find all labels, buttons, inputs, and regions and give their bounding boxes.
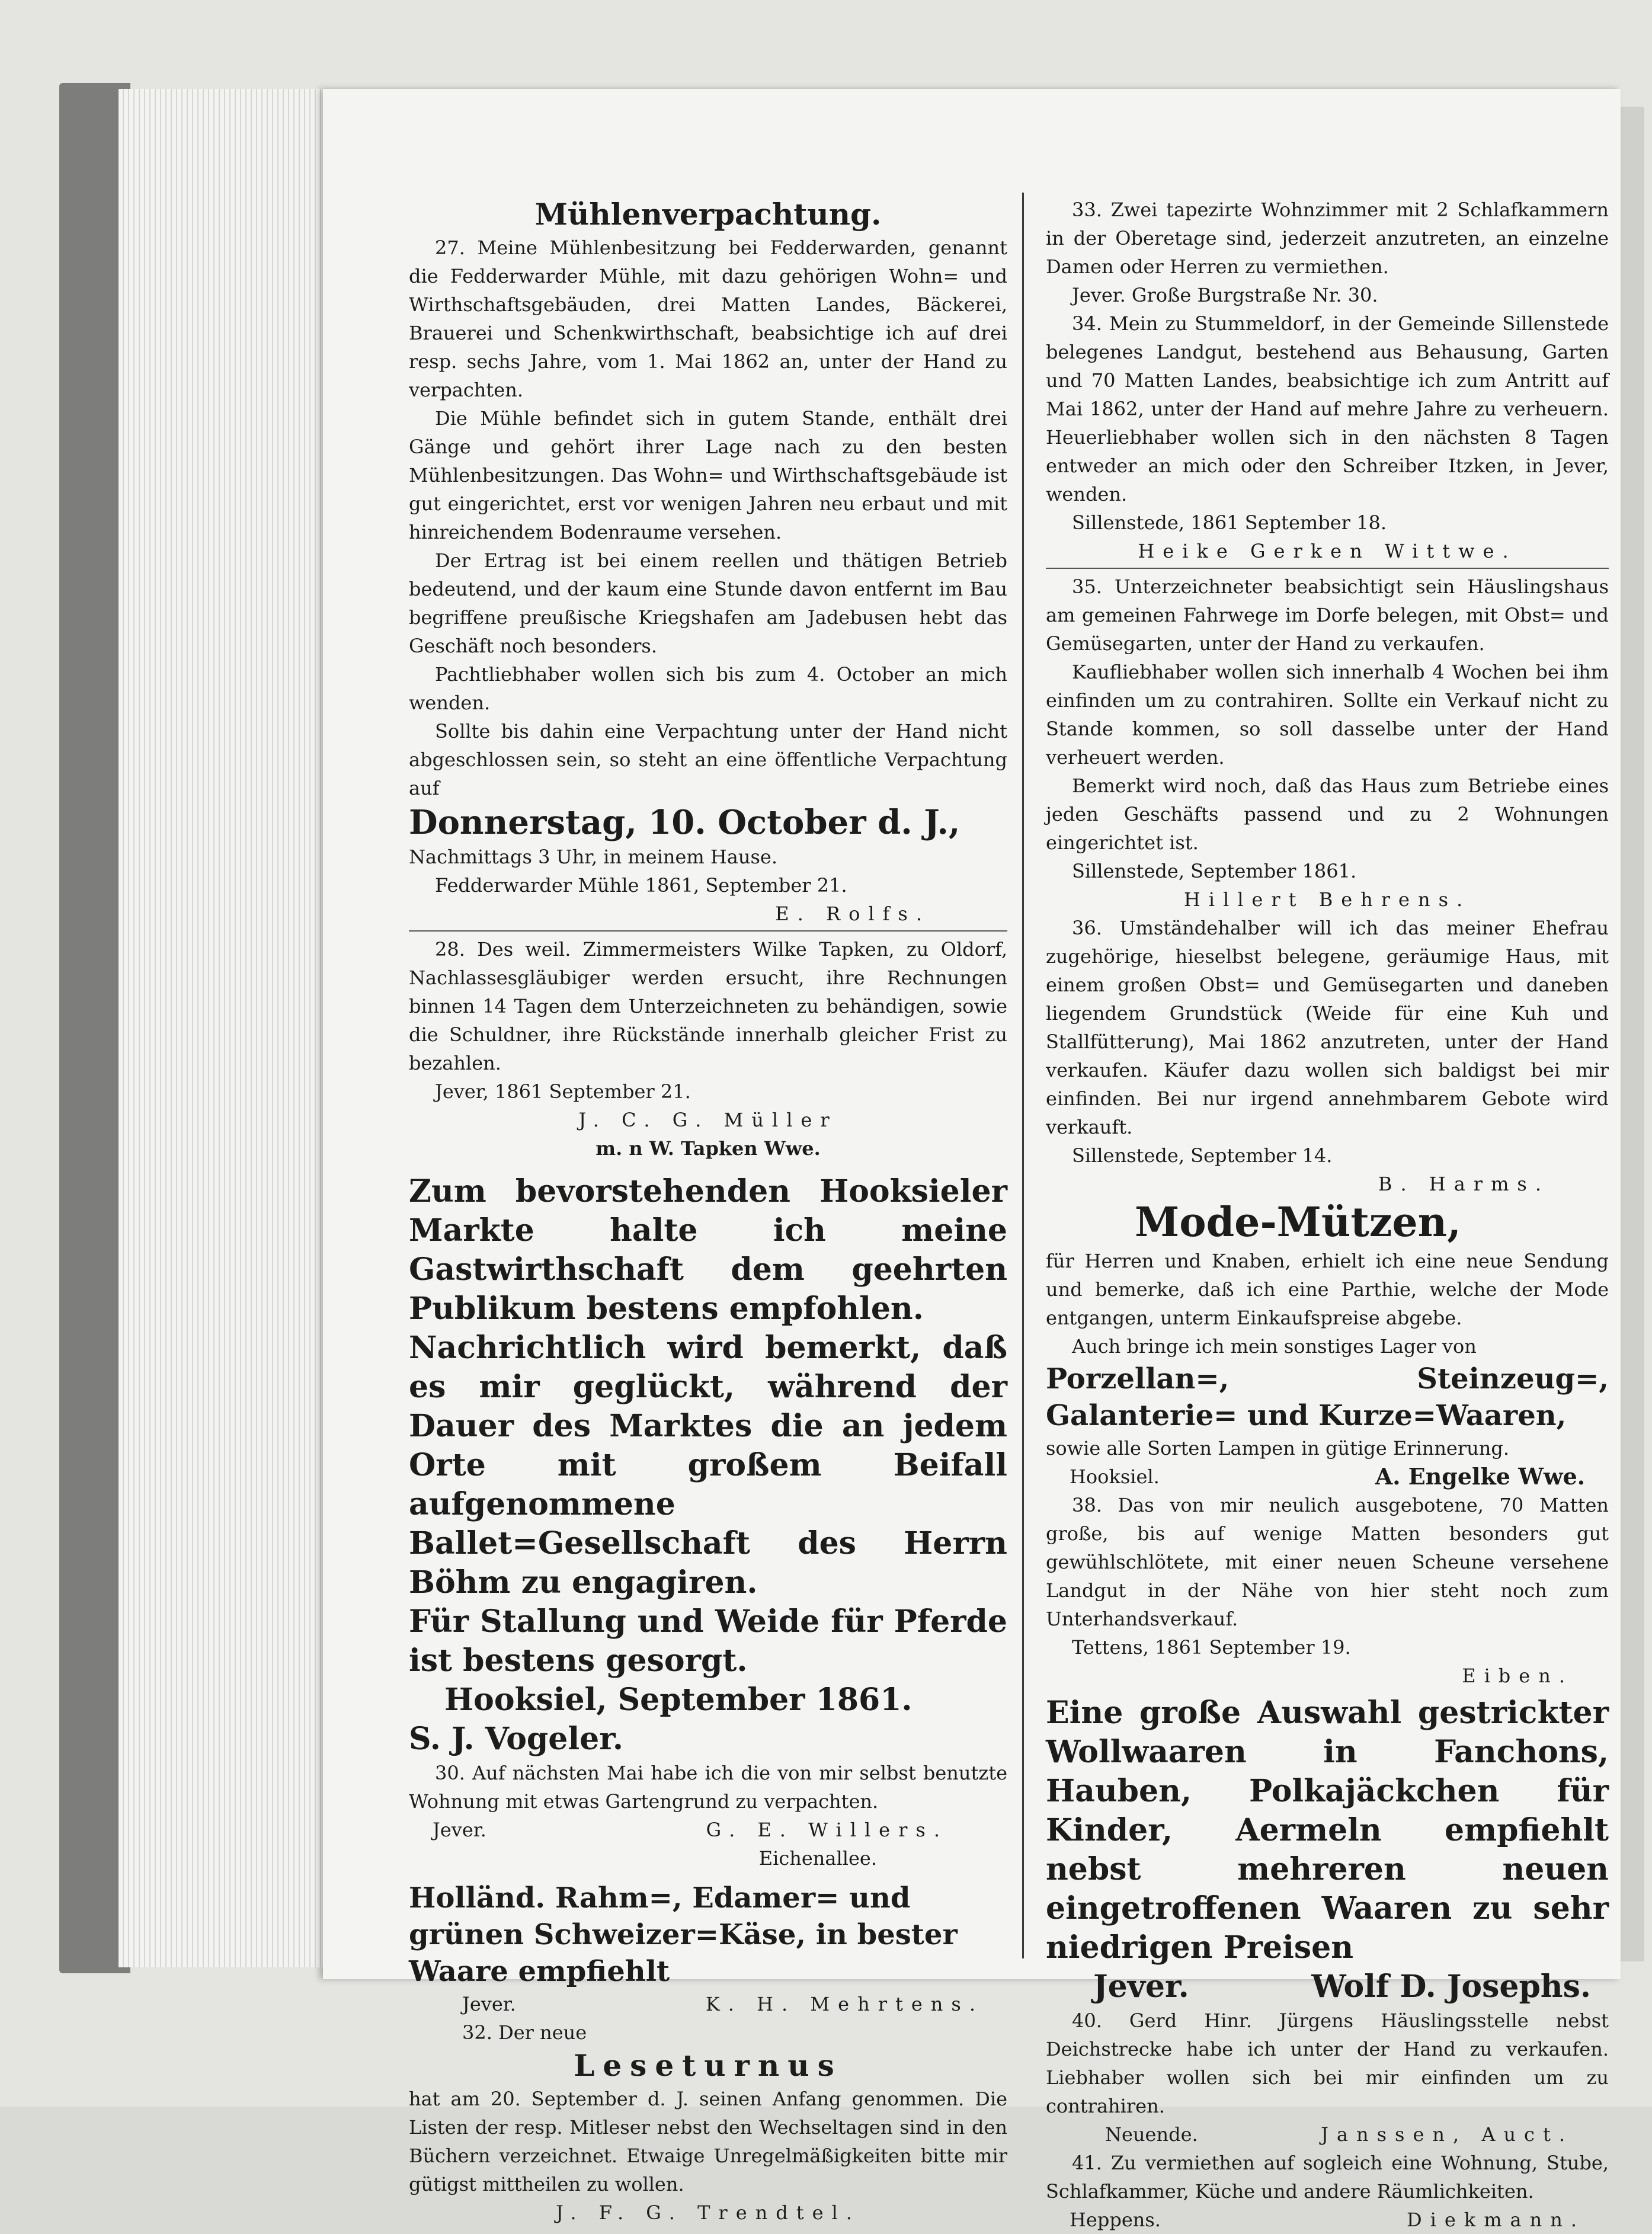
- ad-38-signature: Eiben.: [1462, 1665, 1573, 1687]
- ad-27-text: Die Mühle befindet sich in gutem Stande, enthält drei Gänge und gehört ihrer Lage nach zu den besten Mühlenbesitzungen. Das Wohn= und Wirthschaftsgebäude ist gut eingerichtet, erst vor wenigen Jahren neu erbaut und mit hinreichendem Bodenraume versehen.: [409, 407, 1007, 543]
- ad-35-text: 35. Unterzeichneter beabsichtigt sein Häuslingshaus am gemeinen Fahrwege im Dorfe belegen, mit Obst= und Gemüsegarten, unter der Hand zu verkaufen.: [1046, 575, 1609, 655]
- ad-38-place: Tettens, 1861 September 19.: [1072, 1636, 1351, 1659]
- ad-37-text: sowie alle Sorten Lampen in gütige Erinnerung.: [1046, 1437, 1510, 1460]
- ad-39-text: Eine große Auswahl gestrickter Wollwaaren in Fanchons, Hauben, Polkajäckchen für Kinder, Aermeln empfiehlt nebst mehreren neuen eingetroffenen Waaren zu sehr niedrigen Preisen: [1046, 1695, 1609, 1966]
- separator-rule: [409, 930, 1007, 932]
- ad-33-place: Jever. Große Burgstraße Nr. 30.: [1072, 284, 1378, 306]
- ad-29-text: Nachrichtlich wird bemerkt, daß es mir geglückt, während der Dauer des Marktes die an jedem Orte mit großem Beifall aufgenommene Ballet=Gesellschaft des Herrn Böhm zu engagiren.: [409, 1330, 1007, 1601]
- ad-31-signature: K. H. Mehrtens.: [705, 1993, 984, 2015]
- ad-32-text: hat am 20. September d. J. seinen Anfang genommen. Die Listen der resp. Mitleser nebst den Wechseltagen sind in den Büchern verzeichnet. Etwaige Unregelmäßigkeiten bitte mir gütigst mittheilen zu wollen.: [409, 2088, 1007, 2195]
- ad-37-goods: Porzellan=, Steinzeug=, Galanterie= und Kurze=Waaren,: [1046, 1362, 1609, 1432]
- right-column: [1046, 196, 1609, 2234]
- ad-32-signature: J. F. G. Trendtel.: [556, 2201, 860, 2224]
- ad-38-text: 38. Das von mir neulich ausgebotene, 70 Matten große, bis auf wenige Matten besonders gut gewühlschlötete, mit einer neuen Scheune versehene Landgut in der Nähe von hier steht noch zum Unterhandsverkauf.: [1046, 1494, 1609, 1630]
- ad-27-time: Nachmittags 3 Uhr, in meinem Hause.: [409, 846, 778, 868]
- ad-39-place: Jever.: [1093, 1969, 1189, 2005]
- ad-28-text: 28. Des weil. Zimmermeisters Wilke Tapken, zu Oldorf, Nachlassesgläubiger werden ersucht, ihre Rechnungen binnen 14 Tagen dem Unterzeichneten zu behändigen, sowie die Schuldner, ihre Rückstände innerhalb gleicher Frist zu bezahlen.: [409, 938, 1007, 1074]
- ad-28-place: Jever, 1861 September 21.: [435, 1080, 691, 1103]
- ad-27-heading: Mühlenverpachtung.: [534, 197, 882, 232]
- ad-40-place: Neuende.: [1105, 2123, 1198, 2146]
- ad-35-place: Sillenstede, September 1861.: [1072, 860, 1357, 882]
- ad-32-number: 32. Der neue: [462, 2021, 587, 2044]
- column-divider: [1022, 193, 1024, 1958]
- ad-40-signature: Janssen, Auct.: [1321, 2123, 1573, 2146]
- ad-30-signature: G. E. Willers.: [706, 1819, 948, 1841]
- ad-41-signature: Diekmann.: [1406, 2209, 1585, 2231]
- ad-27-signature: E. Rolfs.: [775, 902, 930, 925]
- ad-37-heading: Mode-Mützen,: [1135, 1199, 1461, 1246]
- ad-29-text: Zum bevorstehenden Hooksieler Markte halte ich meine Gastwirthschaft dem geehrten Publikum bestens empfohlen.: [409, 1173, 1007, 1327]
- ad-27-date: Donnerstag, 10. October d. J.,: [409, 803, 961, 842]
- ad-34-place: Sillenstede, 1861 September 18.: [1072, 511, 1387, 534]
- separator-rule: [1046, 568, 1609, 569]
- ad-36-text: 36. Umständehalber will ich das meiner Ehefrau zugehörige, hieselbst belegene, geräumige Haus, mit einem großen Obst= und Gemüsegarten und daneben liegendem Grundstück (Weide für eine Kuh und Stallfütterung), Mai 1862 anzutreten, unter der Hand verkaufen. Käufer dazu wollen sich baldigst bei mir einfinden. Bei nur irgend annehmbarem Gebote wird verkauft.: [1046, 917, 1609, 1138]
- ad-39-signature: Wolf D. Josephs.: [1311, 1969, 1591, 2005]
- ad-27-text: Der Ertrag ist bei einem reellen und thätigen Betrieb bedeutend, und der kaum eine Stunde davon entfernt im Bau begriffene preußische Kriegshafen am Jadebusen hebt das Geschäft noch besonders.: [409, 549, 1007, 657]
- ad-37-signature: A. Engelke Wwe.: [1375, 1463, 1585, 1490]
- ad-34-text: 34. Mein zu Stummeldorf, in der Gemeinde Sillenstede belegenes Landgut, bestehend aus Behausung, Garten und 70 Matten Landes, beabsichtige ich zum Antritt auf Mai 1862, unter der Hand auf mehre Jahre zu verheuern. Heuerliebhaber wollen sich in den nächsten 8 Tagen entweder an mich oder den Schreiber Itzken, in Jever, wenden.: [1046, 312, 1609, 505]
- ad-29-signature: S. J. Vogeler.: [409, 1721, 623, 1757]
- ad-37-text: Auch bringe ich mein sonstiges Lager von: [1072, 1335, 1477, 1358]
- ad-30-place: Jever.: [433, 1819, 486, 1841]
- page-curl: [1621, 107, 1644, 1961]
- ad-40-text: 40. Gerd Hinr. Jürgens Häuslingsstelle nebst Deichstrecke habe ich unter der Hand zu verkaufen. Liebhaber wollen sich bei mir einfinden um zu contrahiren.: [1046, 2009, 1609, 2117]
- ad-41-place: Heppens.: [1070, 2209, 1161, 2231]
- ad-35-text: Bemerkt wird noch, daß das Haus zum Betriebe eines jeden Geschäfts passend und zu 2 Wohnungen eingerichtet ist.: [1046, 774, 1609, 854]
- ad-28-signature: J. C. G. Müller: [578, 1109, 838, 1131]
- ad-37-text: für Herren und Knaben, erhielt ich eine neue Sendung und bemerke, daß ich eine Parthie, welche der Mode entgangen, unterm Einkaufspreise abgebe.: [1046, 1250, 1609, 1329]
- ad-28-signature: m. n W. Tapken Wwe.: [596, 1137, 821, 1160]
- ad-27-place: Fedderwarder Mühle 1861, September 21.: [435, 874, 847, 897]
- ad-35-signature: Hillert Behrens.: [1183, 888, 1471, 911]
- left-column: [409, 196, 1007, 2227]
- ad-27-text: 27. Meine Mühlenbesitzung bei Fedderwarden, genannt die Fedderwarder Mühle, mit dazu gehörigen Wohn= und Wirthschaftsgebäuden, drei Matten Landes, Bäckerei, Brauerei und Schenkwirthschaft, beabsichtige ich auf drei resp. sechs Jahre, vom 1. Mai 1862 an, unter der Hand zu verpachten.: [409, 236, 1007, 401]
- ad-41-text: 41. Zu vermiethen auf sogleich eine Wohnung, Stube, Schlafkammer, Küche und andere Räumlichkeiten.: [1046, 2152, 1609, 2203]
- ad-27-text: Sollte bis dahin eine Verpachtung unter der Hand nicht abgeschlossen sein, so steht an eine öffentliche Verpachtung auf: [409, 720, 1007, 799]
- ad-33-text: 33. Zwei tapezirte Wohnzimmer mit 2 Schlafkammern in der Oberetage sind, jederzeit anzutreten, an einzelne Damen oder Herren zu vermiethen.: [1046, 199, 1609, 278]
- ad-29-text: Für Stallung und Weide für Pferde ist bestens gesorgt.: [409, 1604, 1007, 1679]
- ad-36-signature: B. Harms.: [1378, 1173, 1549, 1195]
- ad-34-signature: Heike Gerken Wittwe.: [1138, 540, 1517, 562]
- page-edges: [119, 89, 326, 1967]
- ad-31-place: Jever.: [462, 1993, 516, 2015]
- ad-32-heading: Leseturnus: [574, 2048, 843, 2083]
- ad-37-place: Hooksiel.: [1070, 1465, 1160, 1488]
- ad-30-street: Eichenallee.: [758, 1847, 877, 1870]
- ad-36-place: Sillenstede, September 14.: [1072, 1144, 1333, 1167]
- ad-31-text: Holländ. Rahm=, Edamer= und grünen Schweizer=Käse, in bester Waare empfiehlt: [409, 1881, 958, 1988]
- ad-35-text: Kaufliebhaber wollen sich innerhalb 4 Wochen bei ihm einfinden um zu contrahiren. Sollte ein Verkauf nicht zu Stande kommen, so soll dasselbe unter der Hand verheuert werden.: [1046, 661, 1609, 769]
- ad-30-text: 30. Auf nächsten Mai habe ich die von mir selbst benutzte Wohnung mit etwas Gartengrund zu verpachten.: [409, 1762, 1007, 1813]
- ad-29-place: Hooksiel, September 1861.: [444, 1682, 913, 1718]
- ad-27-text: Pachtliebhaber wollen sich bis zum 4. October an mich wenden.: [409, 663, 1007, 714]
